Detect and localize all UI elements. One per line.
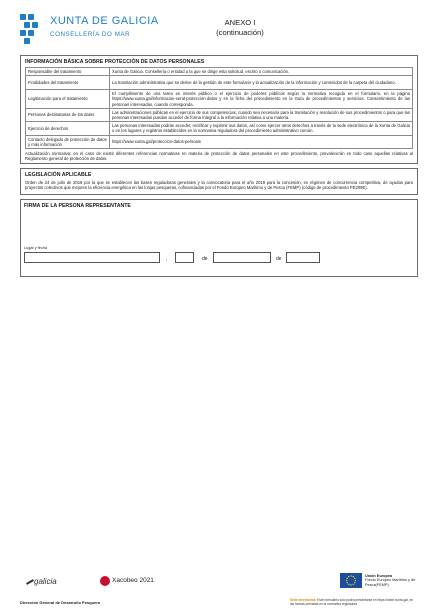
signature-title: FIRMA DE LA PERSONA REPRESENTANTE [24, 203, 131, 209]
notice-lead: Sede electrónica: [290, 598, 317, 602]
de-separator-2: de [276, 256, 282, 262]
row-text: El cumplimiento de una tarea en interés público o el ejercicio de poderes públicos según la normativa recogida en el formulario, en la página https://www.xunta.gal/informacion-xeral-proteccion-datos y en la ficha del procedimiento en la Guía de procedimientos y servicios. Consentimiento de las personas interesadas, cuando corresponda. [110, 90, 413, 109]
eu-fund: Fondo Europeo Marítimo y de Pesca(FEMP) [365, 578, 416, 587]
table-row [26, 90, 413, 109]
de-separator-1: de [202, 256, 208, 262]
logo-subtitle: CONSELLERÍA DO MAR [50, 31, 131, 38]
row-label: Personas destinatarias de los datos [26, 108, 110, 121]
month-field[interactable] [213, 252, 271, 263]
xacobeo-logo: Xacobeo 2021 [112, 577, 154, 584]
data-protection-section [20, 55, 418, 164]
row-text: Las administraciones públicas en el ejercicio de sus competencias, cuando sea necesario para la tramitación y resolución de sus procedimientos o para que las personas interesadas puedan acceder de forma íntegral a la información relativa a una materia. [110, 108, 413, 121]
year-field[interactable] [286, 252, 320, 263]
legislation-text: Orden de 24 de julio de 2019 por la que se establecen las bases reguladoras generales y la convocatoria para el año 2019 para la concesión, en régimen de concurrencia competitiva, de ayudas para proyectos colectivos que mejoren la eficiencia energética en las lonjas pesqueras, cofinanciadas por el Fondo Europeo Marítimo y de Pesca (FEMP) (código de procedimiento PE209E). [25, 180, 413, 191]
data-protection-title: INFORMACIÓN BÁSICA SOBRE PROTECCIÓN DE DATOS PERSONALES [25, 59, 205, 65]
eu-flag-icon [340, 573, 362, 588]
row-text: Las personas interesadas podrán acceder, rectificar y suprimir sus datos, así como ejercer otros derechos a través de la sede electrónica de la Xunta de Galicia o en los lugares y registros establecidos en la normativa reguladora del procedimiento administrativo común. [110, 122, 413, 135]
xunta-emblem-icon [20, 14, 46, 44]
eu-text [365, 574, 425, 587]
regulatory-update-note: Actualización normativa: en el caso de existir diferentes referencias normativas en materia de protección de datos personales en este procedimiento, prevalecerán en todo caso aquellas relativas al Reglamento general de protección de datos. [25, 151, 413, 162]
row-label: Responsable del tratamiento [26, 68, 110, 76]
row-label: Contacto delegado de protección de datos y más información [26, 135, 110, 148]
submission-notice [290, 598, 418, 606]
notice-text: Este formulario solo podrá presentarse en https://sede.xunta.gal, en las formas previstas en la normativa reguladora [290, 598, 414, 606]
galicia-logo: galicia [34, 577, 57, 586]
annex-subtitle: (continuación) [216, 28, 264, 37]
annex-title: ANEXO I [224, 18, 256, 27]
day-field[interactable] [175, 252, 194, 263]
table-row [26, 135, 413, 148]
signature-content [20, 200, 418, 276]
row-label: Ejercicio de derechos [26, 122, 110, 135]
row-text: La tramitación administrativa que se derive de la gestión de este formulario y la actualización de la información y contenidos de la carpeta del ciudadano. [110, 76, 413, 90]
department-name: Dirección General de Desarrollo Pesquero [20, 600, 101, 605]
table-row [26, 108, 413, 121]
galicia-mark-icon [26, 579, 34, 585]
row-label: Legitimación para el tratamiento [26, 90, 110, 109]
table-row [26, 76, 413, 90]
row-link[interactable]: https://www.xunta.gal/proteccion-datos-persoais [110, 135, 413, 148]
footer-logos [20, 573, 418, 595]
annex-heading [190, 18, 290, 38]
comma-separator: , [166, 256, 168, 262]
xacobeo-mark-icon [100, 576, 110, 586]
legislation-title: LEGISLACIÓN APLICABLE [25, 172, 92, 178]
table-row [26, 122, 413, 135]
row-text: Xunta de Galicia. Consellería o entidad a la que se dirige esta solicitud, escrito o comunicación. [110, 68, 413, 76]
logo-title: XUNTA DE GALICIA [50, 15, 159, 27]
place-field[interactable] [24, 252, 160, 263]
xunta-logo [20, 12, 159, 52]
row-label: Finalidades del tratamiento [26, 76, 110, 90]
table-row [26, 68, 413, 76]
legislation-section [20, 168, 418, 195]
eu-stars-icon [340, 573, 362, 588]
place-date-label: Lugar y fecha [24, 246, 48, 250]
eu-title: Unión Europea [365, 574, 393, 578]
data-protection-table [25, 67, 413, 149]
